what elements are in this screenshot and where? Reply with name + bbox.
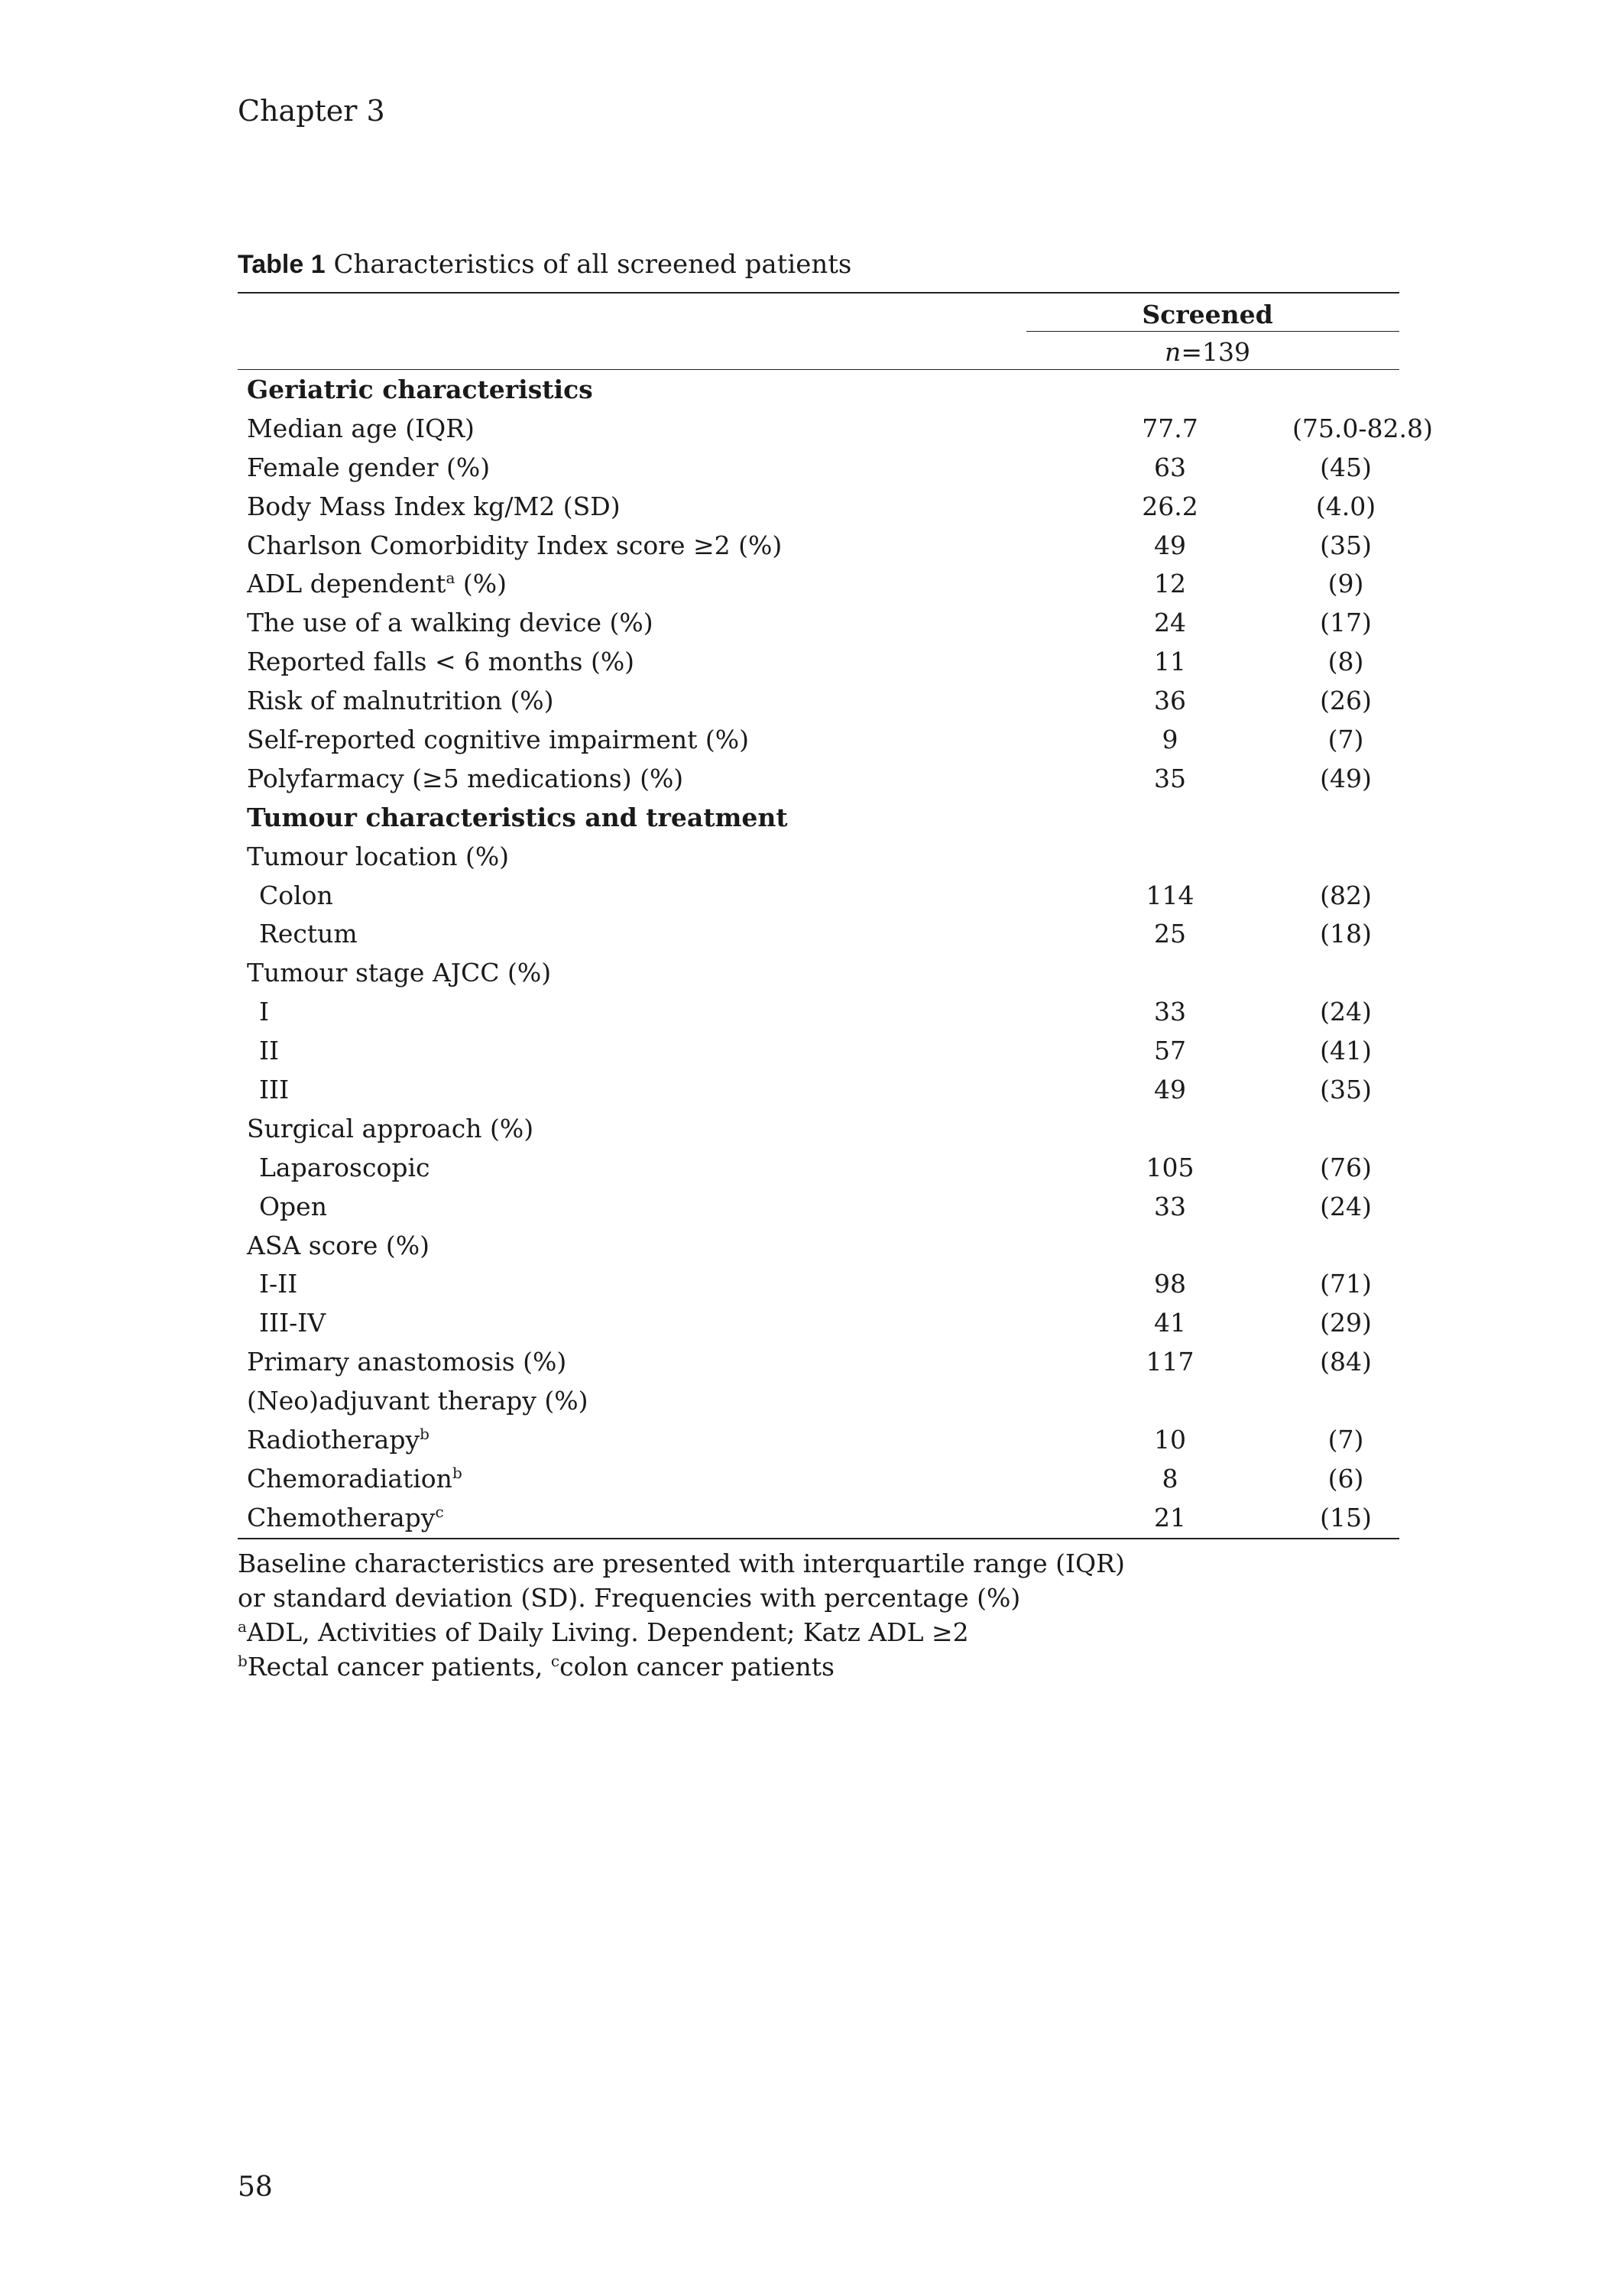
note-line-1: Baseline characteristics are presented with interquartile range (IQR) bbox=[238, 1549, 1125, 1578]
row-label-text: Tumour characteristics and treatment bbox=[247, 802, 788, 832]
row-label-text: Colon bbox=[259, 880, 333, 910]
table-row bbox=[238, 1188, 1399, 1227]
row-label bbox=[247, 760, 683, 799]
row-label bbox=[247, 565, 507, 604]
row-label bbox=[247, 1382, 588, 1421]
table-notes bbox=[238, 1546, 1125, 1684]
row-label-footnote-mark: a bbox=[446, 569, 455, 588]
table-row bbox=[238, 1382, 1399, 1421]
table-row bbox=[238, 682, 1399, 721]
cell-percent: (17) bbox=[1320, 608, 1372, 638]
row-label bbox=[259, 1304, 326, 1343]
table-row bbox=[238, 1032, 1399, 1071]
row-label bbox=[247, 643, 634, 682]
row-label bbox=[247, 527, 782, 566]
table-row bbox=[238, 1499, 1399, 1538]
cell-count: 98 bbox=[1154, 1269, 1186, 1299]
row-label-footnote-mark: c bbox=[435, 1502, 444, 1521]
cell-count: 9 bbox=[1162, 725, 1178, 755]
table-row bbox=[238, 1460, 1399, 1499]
row-label bbox=[259, 993, 269, 1032]
table-row bbox=[238, 877, 1399, 916]
table-row bbox=[238, 915, 1399, 954]
row-label-text: Tumour stage AJCC (%) bbox=[247, 958, 552, 988]
cell-count: 117 bbox=[1146, 1347, 1194, 1377]
row-label-text: Self-reported cognitive impairment (%) bbox=[247, 725, 750, 755]
row-label bbox=[247, 1343, 566, 1382]
cell-percent: (26) bbox=[1320, 686, 1372, 716]
cell-percent: (75.0-82.8) bbox=[1292, 413, 1433, 443]
cell-count: 33 bbox=[1154, 997, 1186, 1027]
table-row bbox=[238, 838, 1399, 877]
table-row bbox=[238, 1265, 1399, 1304]
cell-percent: (8) bbox=[1327, 647, 1364, 677]
row-label-text: Polyfarmacy (≥5 medications) (%) bbox=[247, 763, 684, 793]
cell-percent: (6) bbox=[1327, 1463, 1364, 1494]
row-label-text: Median age (IQR) bbox=[247, 413, 475, 443]
cell-percent: (35) bbox=[1320, 1075, 1372, 1105]
cell-percent: (82) bbox=[1320, 880, 1372, 910]
cell-count: 49 bbox=[1154, 1075, 1186, 1105]
table-caption-label: Table 1 bbox=[238, 250, 326, 279]
row-label-text: The use of a walking device (%) bbox=[247, 608, 653, 638]
table-caption bbox=[238, 248, 851, 281]
table-row bbox=[238, 954, 1399, 993]
cell-percent: (76) bbox=[1320, 1152, 1372, 1182]
row-label bbox=[259, 1188, 327, 1227]
table-row bbox=[238, 410, 1433, 449]
row-label bbox=[247, 488, 621, 527]
row-label bbox=[247, 954, 551, 993]
cell-percent: (7) bbox=[1327, 725, 1364, 755]
table-row bbox=[238, 1304, 1399, 1343]
table-row bbox=[238, 527, 1399, 566]
cell-count: 36 bbox=[1154, 686, 1186, 716]
row-label bbox=[247, 1499, 444, 1538]
note-sup-b: b bbox=[238, 1652, 248, 1670]
group-header-rule bbox=[1026, 331, 1399, 332]
cell-percent: (41) bbox=[1320, 1036, 1372, 1066]
row-label-text: Rectum bbox=[259, 919, 358, 949]
row-label-text: Radiotherapy bbox=[247, 1425, 420, 1455]
table-caption-text: Characteristics of all screened patients bbox=[325, 249, 852, 280]
cell-count: 25 bbox=[1154, 919, 1186, 949]
row-label-footnote-mark: b bbox=[420, 1425, 430, 1444]
row-label-text: Surgical approach (%) bbox=[247, 1113, 534, 1143]
cell-count: 33 bbox=[1154, 1191, 1186, 1221]
row-label-text: Chemoradiation bbox=[247, 1463, 452, 1494]
table-row bbox=[238, 565, 1399, 604]
chapter-heading: Chapter 3 bbox=[238, 94, 385, 128]
sample-size-header bbox=[1032, 337, 1383, 368]
table-row bbox=[238, 1149, 1399, 1188]
row-label bbox=[247, 371, 593, 410]
row-label-text: Female gender (%) bbox=[247, 452, 491, 482]
note-line-4 bbox=[238, 1649, 1125, 1684]
note-rectal-text: Rectal cancer patients, bbox=[247, 1652, 551, 1682]
table-row bbox=[238, 604, 1399, 643]
cell-count: 35 bbox=[1154, 763, 1186, 793]
cell-count: 49 bbox=[1154, 530, 1186, 560]
cell-count: 105 bbox=[1146, 1152, 1194, 1182]
row-label bbox=[247, 1421, 430, 1460]
page-number: 58 bbox=[238, 2171, 273, 2203]
table-row bbox=[238, 488, 1399, 527]
cell-count: 11 bbox=[1154, 647, 1186, 677]
row-label-text: Reported falls < 6 months (%) bbox=[247, 647, 635, 677]
table-row bbox=[238, 1343, 1399, 1382]
cell-percent: (9) bbox=[1327, 569, 1364, 599]
note-line-2: or standard deviation (SD). Frequencies with percentage (%) bbox=[238, 1583, 1021, 1613]
cell-count: 12 bbox=[1154, 569, 1186, 599]
cell-percent: (4.0) bbox=[1315, 491, 1376, 521]
screened-header: Screened bbox=[1142, 300, 1273, 329]
cell-percent: (49) bbox=[1320, 763, 1372, 793]
row-label-text: Risk of malnutrition (%) bbox=[247, 686, 554, 716]
row-label-text: III bbox=[259, 1075, 290, 1105]
table-row bbox=[238, 643, 1399, 682]
row-label-text: (Neo)adjuvant therapy (%) bbox=[247, 1386, 588, 1416]
cell-percent: (18) bbox=[1320, 919, 1372, 949]
table-row bbox=[238, 1421, 1399, 1460]
cell-percent: (35) bbox=[1320, 530, 1372, 560]
row-label bbox=[259, 1032, 279, 1071]
row-label bbox=[247, 410, 475, 449]
row-label bbox=[259, 1265, 297, 1304]
cell-count: 41 bbox=[1154, 1308, 1186, 1338]
row-label-text: III-IV bbox=[259, 1308, 326, 1338]
note-adl-text: ADL, Activities of Daily Living. Dependent; Katz ADL ≥2 bbox=[246, 1617, 969, 1647]
table-row bbox=[238, 449, 1399, 488]
header-bottom-rule bbox=[238, 369, 1399, 370]
cell-count: 24 bbox=[1154, 608, 1186, 638]
row-label bbox=[247, 838, 509, 877]
cell-count: 77.7 bbox=[1142, 413, 1198, 443]
row-label-text: Open bbox=[259, 1191, 327, 1221]
cell-percent: (15) bbox=[1320, 1502, 1372, 1532]
row-label-text: II bbox=[259, 1036, 280, 1066]
row-label bbox=[259, 915, 358, 954]
cell-percent: (7) bbox=[1327, 1425, 1364, 1455]
row-label bbox=[247, 1110, 533, 1149]
table-row bbox=[238, 1071, 1399, 1110]
row-label-text: Body Mass Index kg/M2 (SD) bbox=[247, 491, 621, 521]
row-label-text: I bbox=[259, 997, 270, 1027]
cell-count: 63 bbox=[1154, 452, 1186, 482]
note-sup-a: a bbox=[238, 1617, 247, 1636]
table-body bbox=[238, 371, 1433, 1538]
note-sup-c: c bbox=[550, 1652, 560, 1670]
cell-percent: (24) bbox=[1320, 1191, 1372, 1221]
row-label bbox=[247, 1227, 430, 1266]
row-label-text: Chemotherapy bbox=[247, 1502, 436, 1532]
row-label-footnote-mark: b bbox=[452, 1463, 462, 1482]
row-label bbox=[247, 604, 653, 643]
cell-count: 57 bbox=[1154, 1036, 1186, 1066]
row-label bbox=[259, 877, 333, 916]
row-label-text: Tumour location (%) bbox=[247, 841, 510, 871]
row-label bbox=[247, 1460, 462, 1499]
cell-percent: (29) bbox=[1320, 1308, 1372, 1338]
cell-count: 114 bbox=[1146, 880, 1194, 910]
table-section-row bbox=[238, 799, 1399, 838]
row-label-text: I-II bbox=[259, 1269, 298, 1299]
row-label bbox=[259, 1071, 289, 1110]
row-label-text: Geriatric characteristics bbox=[247, 375, 593, 404]
cell-percent: (45) bbox=[1320, 452, 1372, 482]
table-row bbox=[238, 760, 1399, 799]
cell-count: 10 bbox=[1154, 1425, 1186, 1455]
table-section-row bbox=[238, 371, 1399, 410]
row-label bbox=[247, 682, 554, 721]
n-value: =139 bbox=[1181, 337, 1250, 367]
cell-percent: (84) bbox=[1320, 1347, 1372, 1377]
table-bottom-rule bbox=[238, 1538, 1399, 1539]
row-label-suffix: (%) bbox=[455, 569, 507, 599]
note-colon-text: colon cancer patients bbox=[559, 1652, 835, 1682]
row-label-text: Charlson Comorbidity Index score ≥2 (%) bbox=[247, 530, 783, 560]
cell-count: 26.2 bbox=[1142, 491, 1198, 521]
table-row bbox=[238, 993, 1399, 1032]
n-symbol: n bbox=[1165, 337, 1182, 367]
cell-count: 8 bbox=[1162, 1463, 1178, 1494]
row-label bbox=[247, 721, 749, 760]
row-label bbox=[259, 1149, 430, 1188]
cell-percent: (24) bbox=[1320, 997, 1372, 1027]
row-label bbox=[247, 799, 788, 838]
cell-percent: (71) bbox=[1320, 1269, 1372, 1299]
table-row bbox=[238, 721, 1399, 760]
row-label-text: ASA score (%) bbox=[247, 1230, 430, 1260]
table-top-rule bbox=[238, 292, 1399, 294]
row-label-text: ADL dependent bbox=[247, 569, 446, 599]
row-label bbox=[247, 449, 490, 488]
cell-count: 21 bbox=[1154, 1502, 1186, 1532]
row-label-text: Primary anastomosis (%) bbox=[247, 1347, 567, 1377]
table-row bbox=[238, 1227, 1399, 1266]
table-row bbox=[238, 1110, 1399, 1149]
row-label-text: Laparoscopic bbox=[259, 1152, 430, 1182]
note-line-3 bbox=[238, 1615, 1125, 1649]
